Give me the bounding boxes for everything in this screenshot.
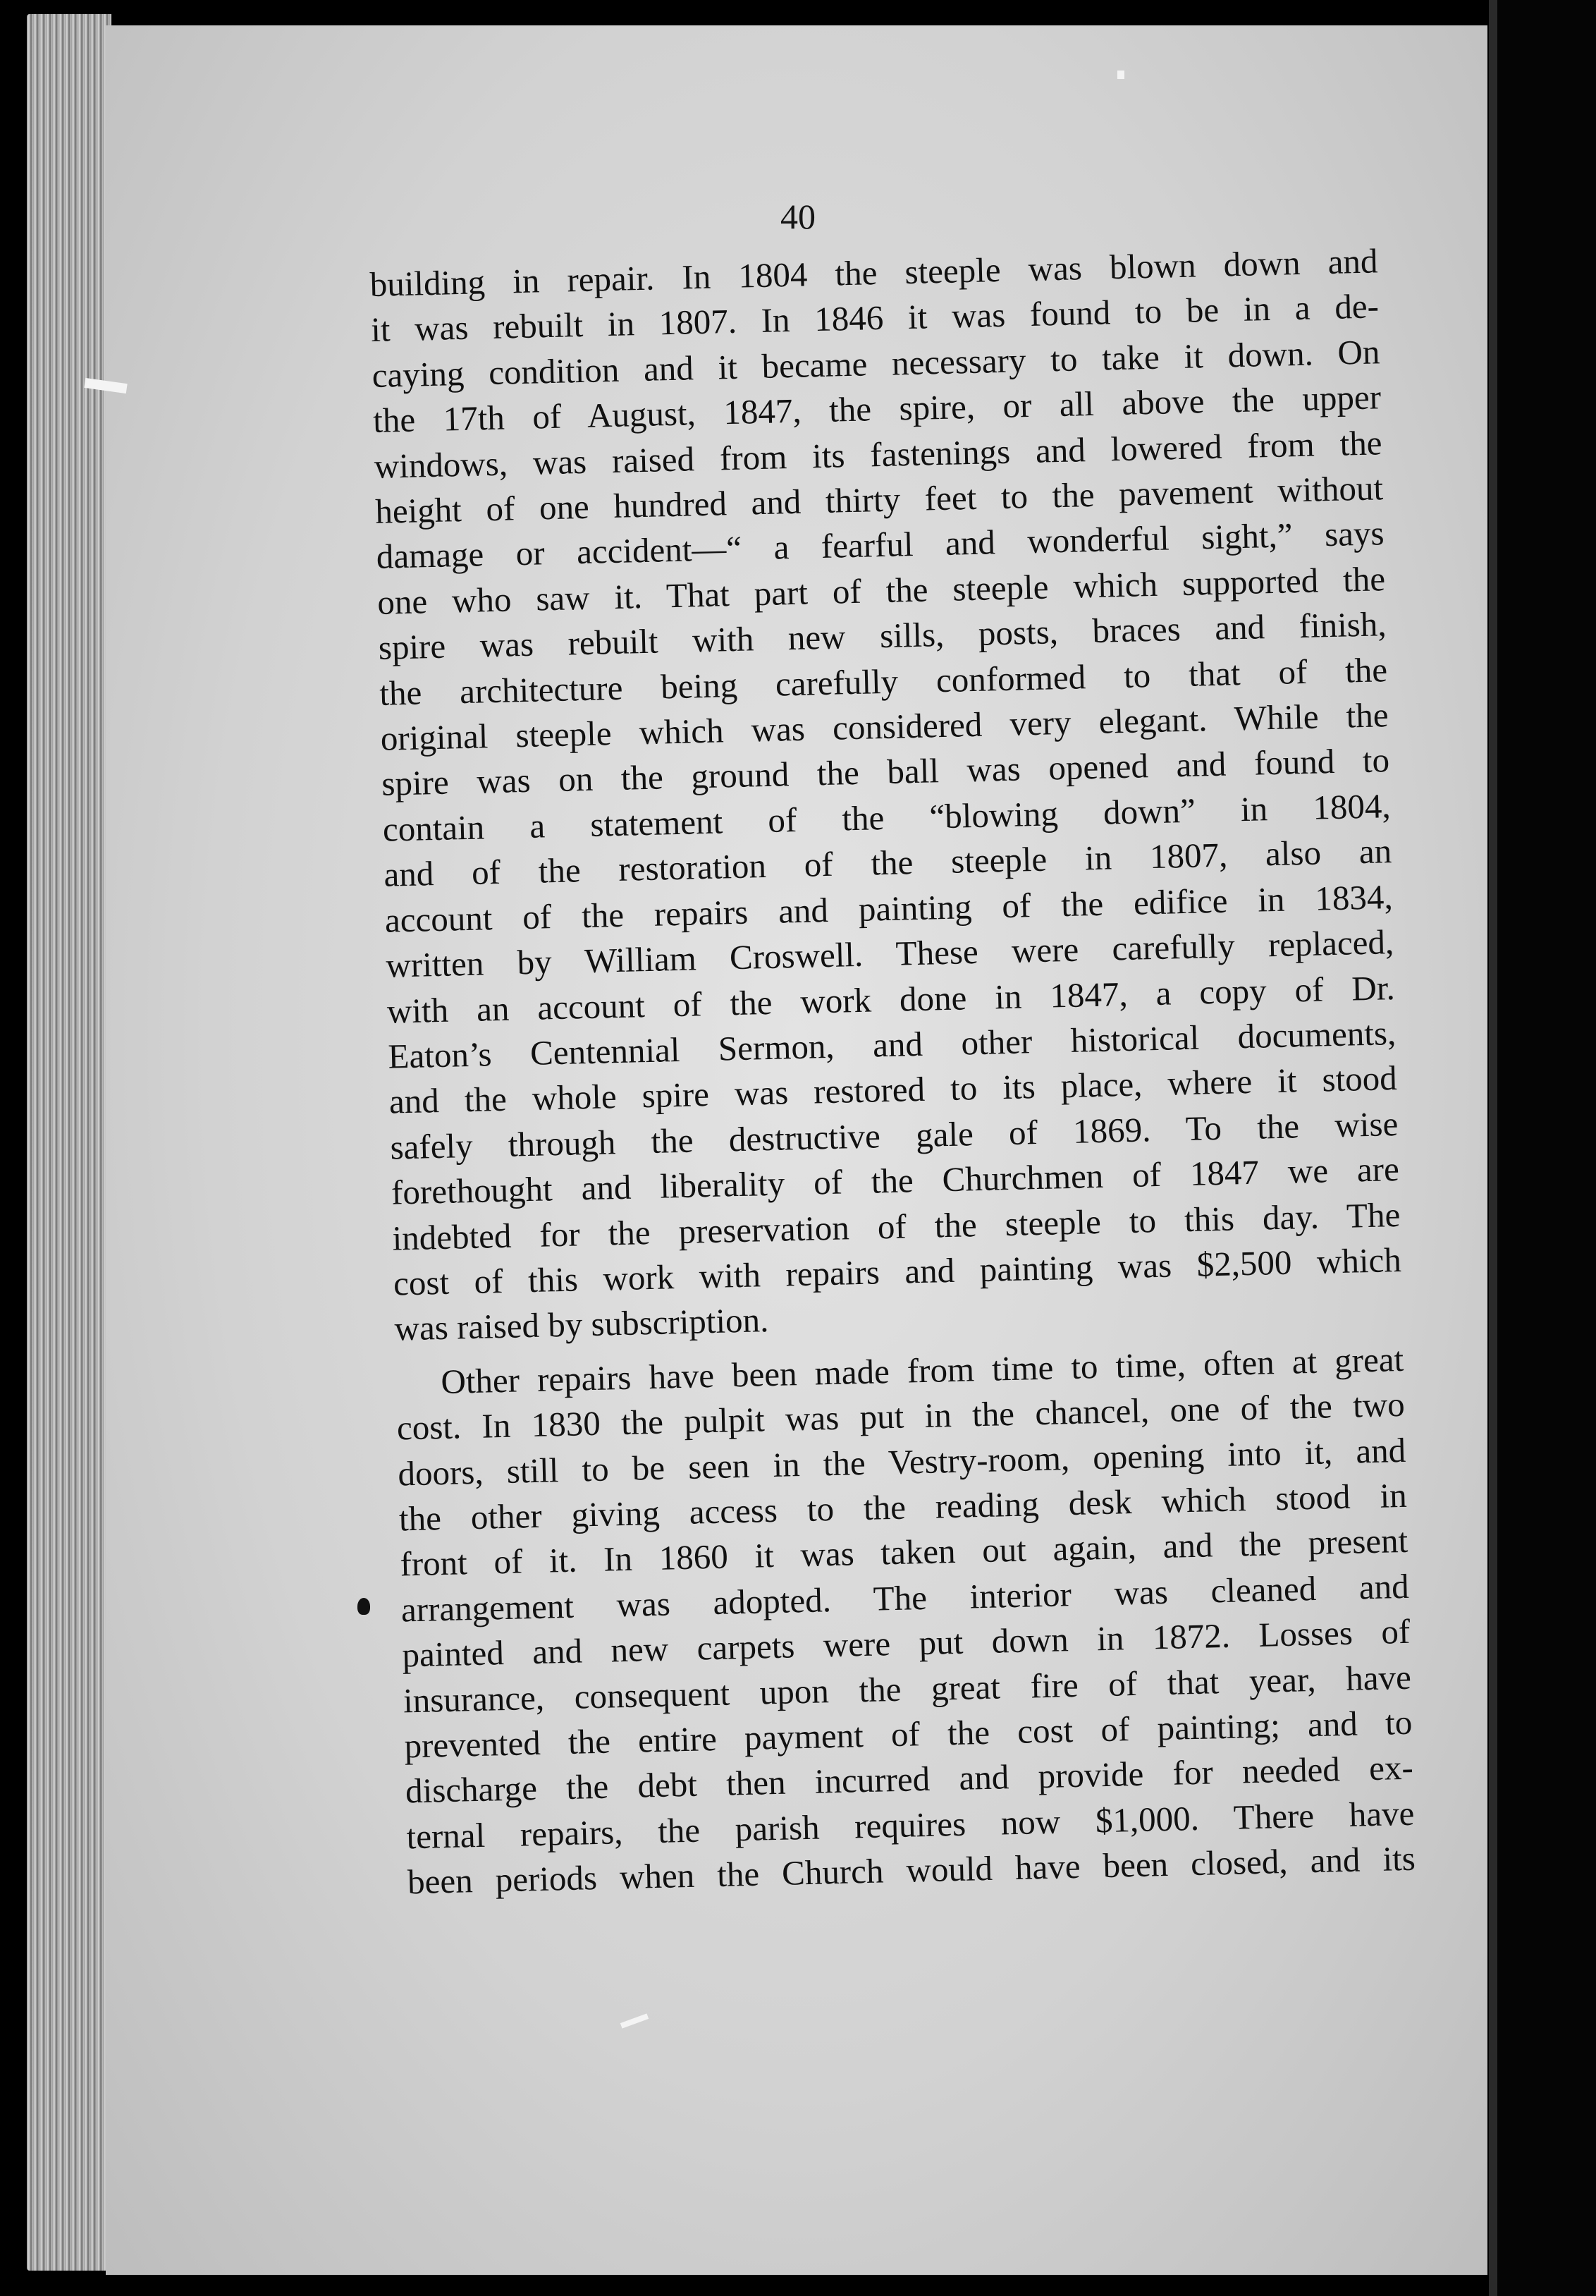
text-line: indebted for the preservation of the steeple to this day. The: [391, 1195, 1401, 1258]
text-line: discharge the debt then incurred and provide for needed ex-: [405, 1748, 1414, 1811]
text-line: account of the repairs and painting of the edifice in 1834,: [384, 877, 1394, 940]
text-line: and of the restoration of the steeple in 1807, also an: [383, 831, 1392, 895]
text-line: Other repairs have been made from time to time, often at great: [440, 1339, 1404, 1401]
text-line: windows, was raised from its fastenings and lowered from the: [374, 422, 1383, 486]
text-line: front of it. In 1860 it was taken out again, and the present: [399, 1521, 1408, 1584]
text-line: been periods when the Church would have been closed, and its: [407, 1838, 1416, 1902]
text-line: contain a statement of the “blowing down” in 1804,: [382, 786, 1392, 849]
text-line: cost. In 1830 the pulpit was put in the chancel, one of the two: [396, 1385, 1406, 1448]
text-line: and the whole spire was restored to its place, where it stood: [388, 1058, 1398, 1121]
text-line: it was rebuilt in 1807. In 1846 it was found to be in a de-: [370, 286, 1380, 350]
text-line: height of one hundred and thirty feet to the pavement without: [374, 468, 1384, 531]
text-line: with an account of the work done in 1847, a copy of Dr.: [386, 967, 1396, 1031]
book-gutter-shadow: [1489, 0, 1497, 2296]
text-line: spire was rebuilt with new sills, posts, braces and finish,: [378, 604, 1387, 668]
text-line: forethought and liberality of the Churchmen of 1847 we are: [391, 1149, 1400, 1212]
text-line: the architecture being carefully conformed to that of the: [379, 649, 1388, 713]
text-line: doors, still to be seen in the Vestry-room, opening into it, and: [397, 1430, 1406, 1494]
text-line: spire was on the ground the ball was opened and found to: [381, 740, 1390, 804]
text-line: caying condition and it became necessary to take it down. On: [372, 332, 1381, 395]
text-line: was raised by subscription.: [393, 1300, 769, 1348]
text-line: original steeple which was considered very elegant. While the: [380, 695, 1389, 758]
ink-blot-mark: [357, 1598, 370, 1615]
text-line: safely through the destructive gale of 1869. To the wise: [389, 1104, 1399, 1167]
text-line: arrangement was adopted. The interior was cleaned and: [400, 1566, 1410, 1630]
text-line: ternal repairs, the parish requires now $1,000. There have: [405, 1793, 1415, 1857]
dust-speck: [1117, 71, 1124, 79]
scan-right-border: [1497, 0, 1596, 2296]
body-text: [369, 238, 1416, 1905]
book-page-edges: [27, 14, 111, 2271]
text-line: the 17th of August, 1847, the spire, or all above the upper: [372, 377, 1382, 441]
text-line: building in repair. In 1804 the steeple was blown down and: [369, 241, 1378, 304]
text-line: painted and new carpets were put down in 1872. Losses of: [401, 1611, 1411, 1675]
text-line: insurance, consequent upon the great fire of that year, have: [403, 1657, 1412, 1721]
text-line: one who saw it. That part of the steeple which supported the: [376, 559, 1386, 622]
text-line: cost of this work with repairs and painting was $2,500 which: [393, 1240, 1402, 1303]
page-number: 40: [780, 197, 816, 236]
text-line: written by William Croswell. These were carefully replaced,: [385, 922, 1394, 985]
text-line: prevented the entire payment of the cost of painting; and to: [403, 1702, 1413, 1766]
text-line: the other giving access to the reading desk which stood in: [398, 1475, 1408, 1539]
text-line: damage or accident—“ a fearful and wonderful sight,” says: [376, 513, 1385, 577]
text-line: Eaton’s Centennial Sermon, and other historical documents,: [387, 1013, 1396, 1076]
